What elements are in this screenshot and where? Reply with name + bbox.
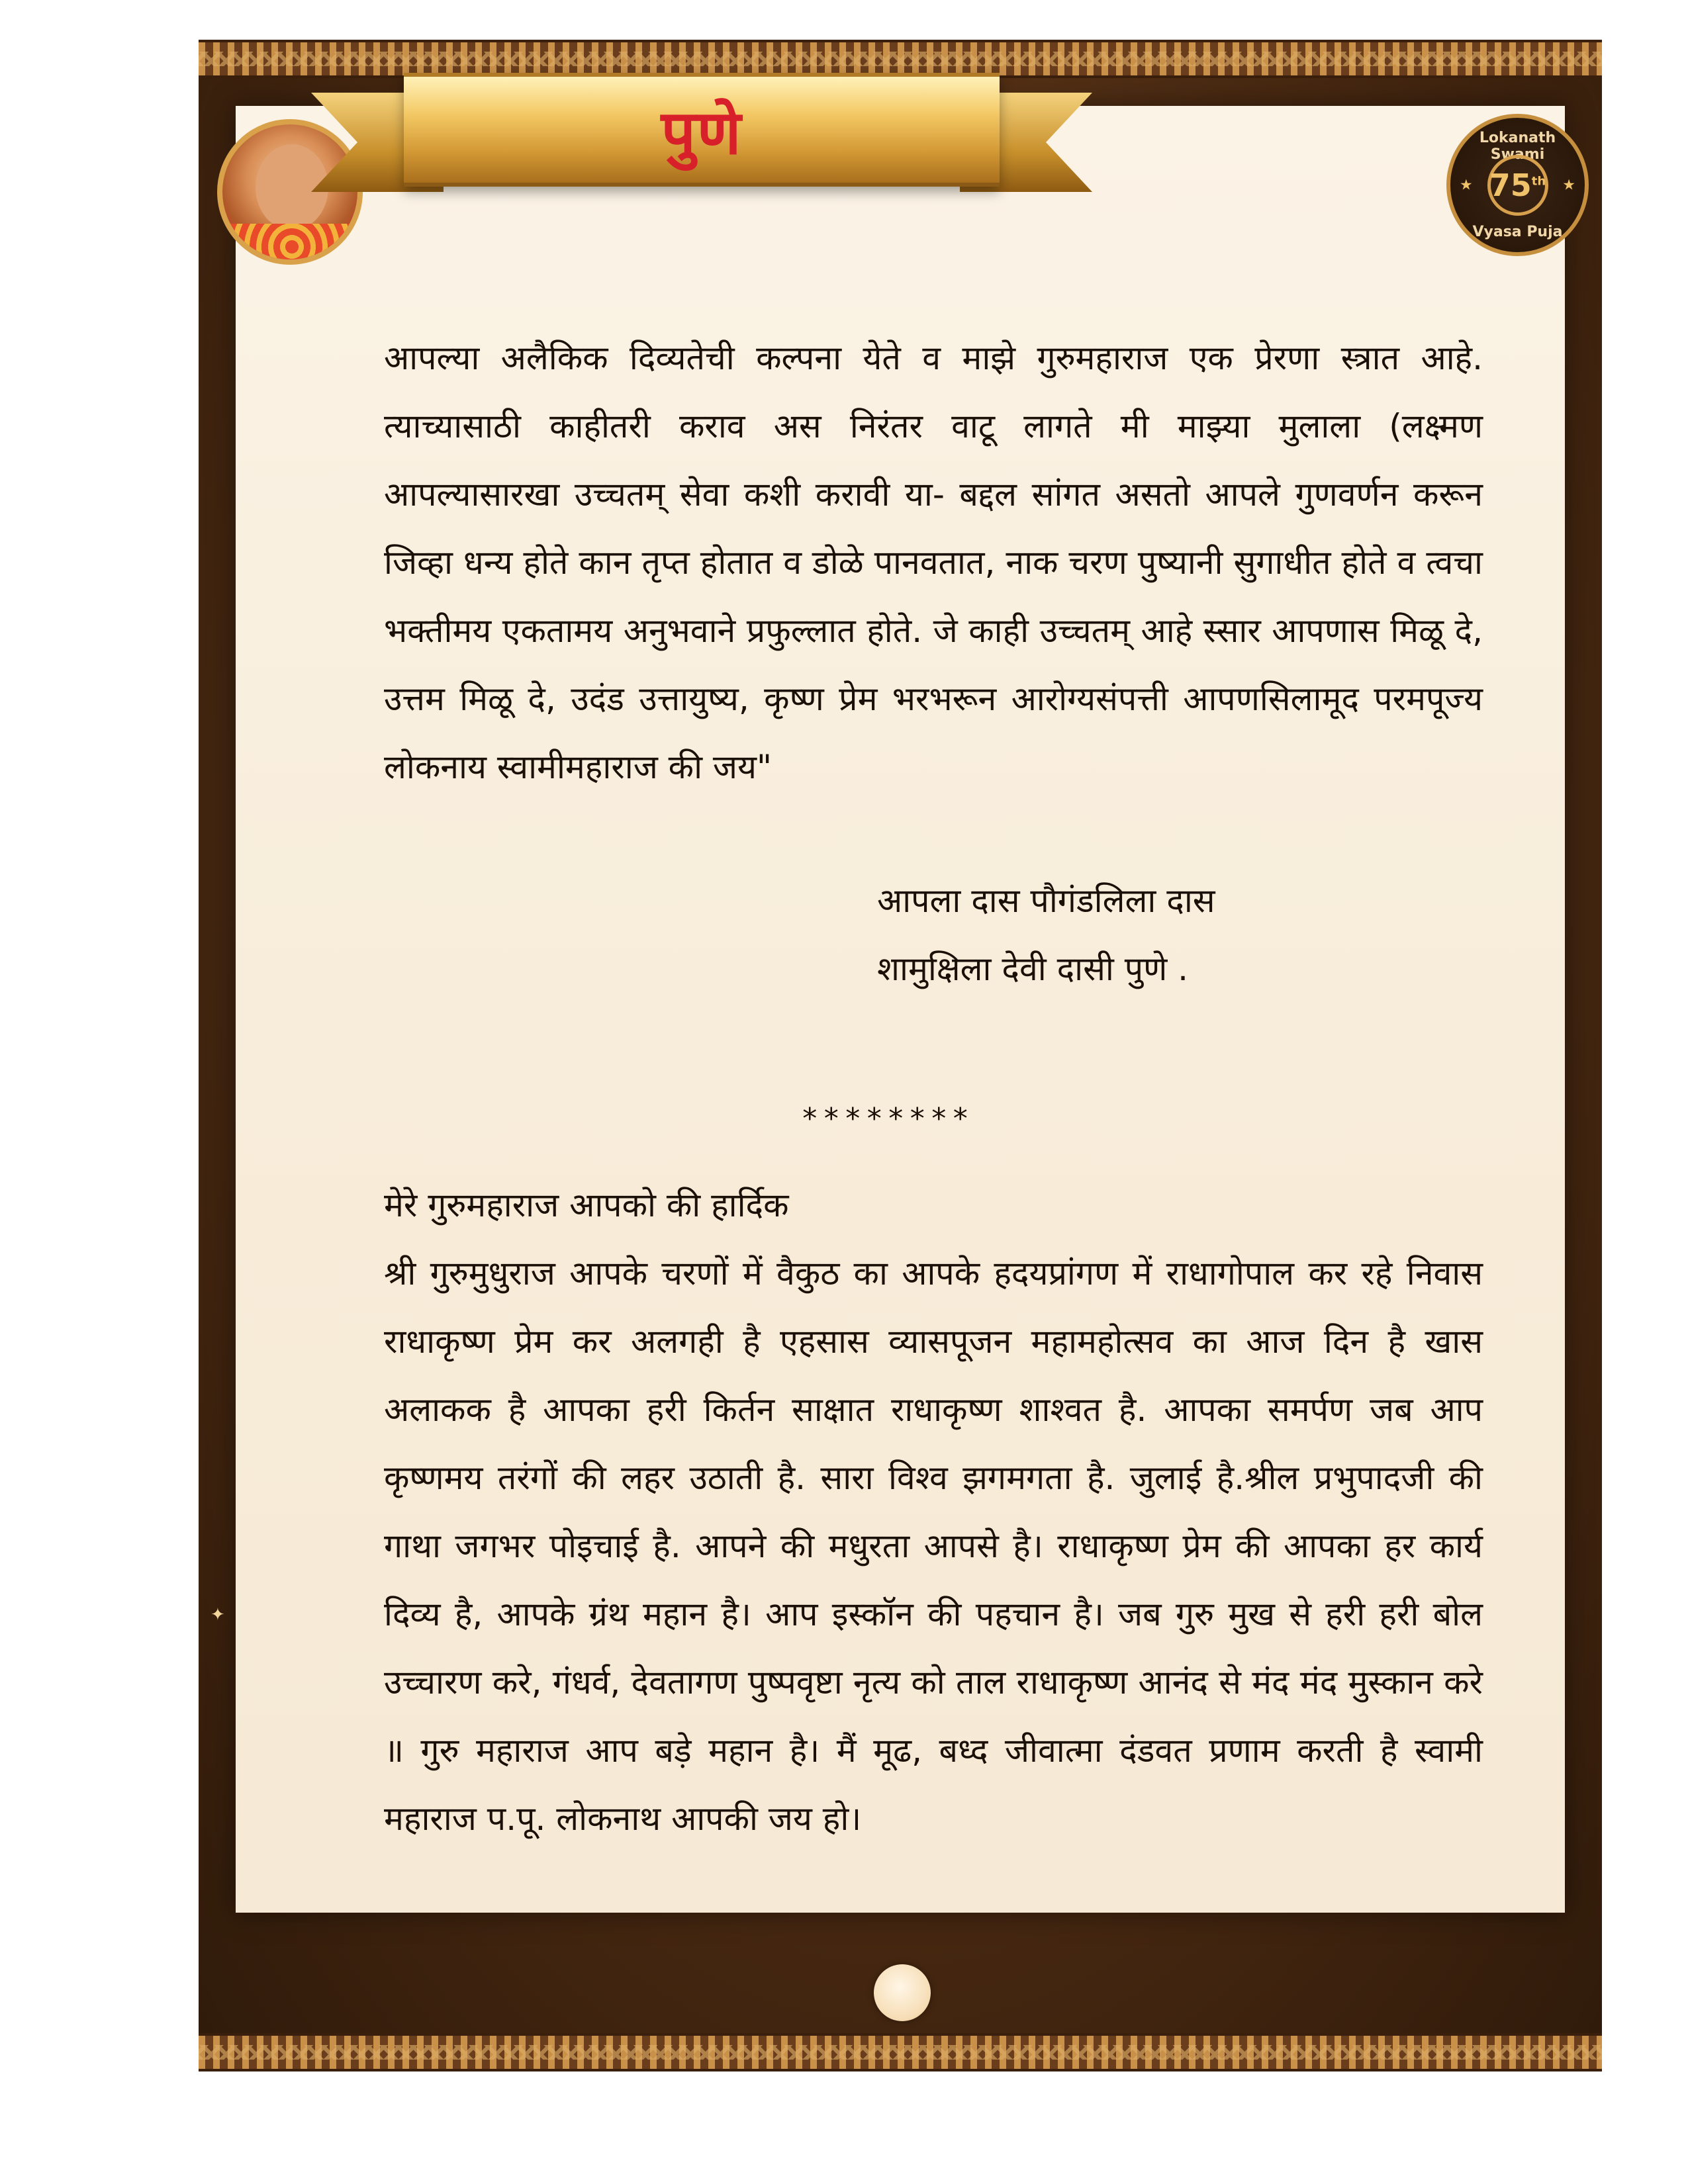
star-icon: ★ — [1460, 177, 1473, 193]
hindi-paragraph: श्री गुरुमुधुराज आपके चरणों में वैकुठ का आपके हदयप्रांगण में राधागोपाल कर रहे निवास राधाकृष्ण प्रेम कर अलगही है एहसास व्यासपूजन महामहोत्सव का आज दिन है खास अलाकक है आपका हरी किर्तन साक्षात राधाकृष्ण शाश्वत है. आपका समर्पण जब आप कृष्णमय तरंगों की लहर उठाती है. सारा विश्व झगमगता है. जुलाई है.श्रील प्रभुपादजी की गाथा जगभर पोइचाई है. आपने की मधुरता आपसे है। राधाकृष्ण प्रेम की आपका हर कार्य दिव्य है, आपके ग्रंथ महान है। आप इस्कॉन की पहचान है। जब गुरु मुख से हरी हरी बोल उच्चारण करे, गंधर्व, देवतागण पुष्पवृष्टा नृत्य को ताल राधाकृष्ण आनंद से मंद मंद मुस्कान करे ॥ गुरु महाराज आप बड़े महान है। मैं मूढ, बध्द जीवात्मा दंडवत प्रणाम करती है स्वामी महाराज प.पू. लोकनाथ आपकी जय हो। — [384, 1254, 1483, 1838]
hindi-heading: मेरे गुरुमहाराज आपको की हार्दिक — [384, 1186, 789, 1224]
page-title: पुणे — [661, 97, 743, 168]
ribbon-banner — [404, 73, 1000, 187]
bottom-ornamental-border — [199, 2033, 1602, 2071]
section-divider: ******** — [801, 1102, 973, 1136]
seal-number-value: 75 — [1489, 167, 1532, 203]
signature-line-2: शामुक्षिला देवी दासी पुणे . — [877, 950, 1189, 988]
seal-number-suffix: th — [1531, 174, 1546, 189]
seal-inner-ring — [1487, 155, 1548, 216]
title-ribbon — [311, 53, 1092, 245]
star-icon: ★ — [1562, 177, 1575, 193]
seal-number — [1489, 167, 1546, 203]
page-circle-icon — [874, 1964, 931, 2021]
marathi-paragraph: आपल्या अलैकिक दिव्यतेची कल्पना येते व माझे गुरुमहाराज एक प्रेरणा स्त्रात आहे. त्याच्यासाठी काहीतरी कराव अस निरंतर वाटू लागते मी माझ्या मुलाला (लक्ष्मण आपल्यासारखा उच्चतम् सेवा कशी करावी या- बद्दल सांगत असतो आपले गुणवर्णन करून जिव्हा धन्य होते कान तृप्त होतात व डोळे पानवतात, नाक चरण पुष्यानी सुगाधीत होते व त्वचा भक्तीमय एकतामय अनुभवाने प्रफुल्लात होते. जे काही उच्चतम् आहे स्सार आपणास मिळू दे, उत्तम मिळू दे, उदंड उत्तायुष्य, कृष्ण प्रेम भरभरून आरोग्यसंपत्ती आपणसिलामूद परमपूज्य लोकनाय स्वामीमहाराज की जय" — [384, 339, 1483, 786]
sparkle-icon: ✦ — [211, 1605, 225, 1625]
signature-line-1: आपला दास पौगंडलिला दास — [877, 882, 1215, 920]
anniversary-seal-icon — [1446, 114, 1589, 256]
seal-arc-top: Lokanath Swami — [1479, 130, 1556, 163]
seal-arc-bottom: Vyasa Puja — [1472, 224, 1563, 240]
